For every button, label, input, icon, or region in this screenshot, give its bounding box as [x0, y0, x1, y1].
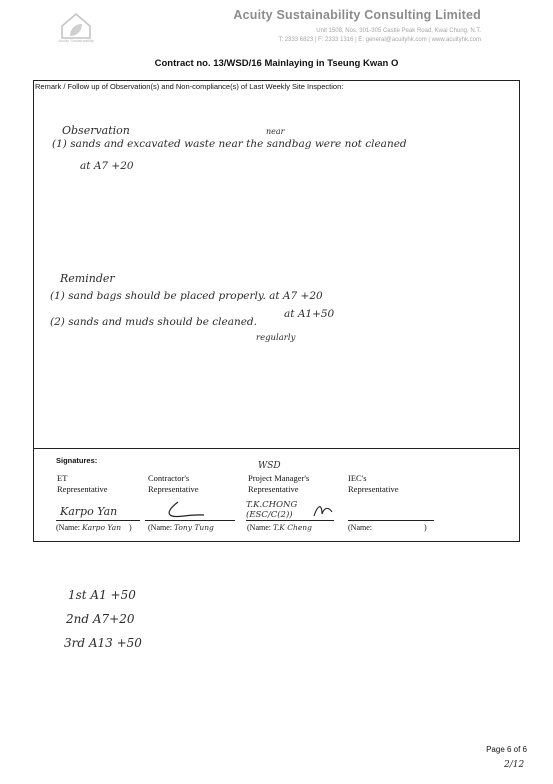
contractor-role-line-1: Contractor's: [148, 473, 190, 483]
contractor-name-value: Tony Tung: [174, 523, 214, 532]
contractor-signature-line: [145, 520, 235, 521]
company-contact: T: 2333 6823 | F: 2333 1316 | E: general@acuityhk.com | www.acuityhk.com: [278, 37, 481, 43]
hw-reminder-2: (2) sands and muds should be cleaned.: [50, 316, 257, 328]
iec-name-line: [348, 523, 427, 532]
iec-role-line-1: IEC's: [348, 473, 367, 483]
hw-footer-date: 2/12: [504, 760, 525, 770]
hw-reminder-2-insert: regularly: [256, 333, 296, 343]
et-role-line-2: Representative: [57, 484, 108, 494]
et-role: [57, 473, 108, 495]
hw-reminder-2-loc: at A1+50: [284, 308, 335, 320]
contract-title: Contract no. 13/WSD/16 Mainlaying in Tseung Kwan O: [154, 58, 399, 69]
iec-role: [348, 473, 399, 495]
contractor-role-line-2: Representative: [148, 484, 199, 494]
iec-name-label: (Name:: [348, 523, 372, 532]
contractor-name-line: [148, 523, 214, 532]
iec-role-line-2: Representative: [348, 484, 399, 494]
company-address: Unit 1508, Nos. 301-305 Castle Peak Road, Kwai Chung, N.T.: [316, 28, 481, 34]
hw-wsd-note: WSD: [258, 461, 281, 471]
company-name: Acuity Sustainability Consulting Limited: [233, 8, 481, 22]
pm-signature: T.K.CHONG: [246, 500, 298, 510]
contractor-name-label: (Name:: [148, 523, 172, 532]
pm-signature-mark: [310, 500, 336, 520]
et-role-line-1: ET: [57, 473, 68, 483]
et-close-paren: ): [129, 523, 132, 532]
et-name-label: (Name:: [56, 523, 80, 532]
pm-name-value: T.K Cheng: [273, 523, 312, 532]
pm-name-line: [247, 523, 312, 532]
hw-below-1: 1st A1 +50: [68, 588, 136, 602]
et-name-line: [56, 523, 132, 532]
signature-divider: [33, 448, 520, 449]
hw-observation-heading: Observation: [62, 124, 130, 137]
pm-name-label: (Name:: [247, 523, 271, 532]
iec-close-paren: ): [424, 523, 427, 532]
contractor-role: [148, 473, 199, 495]
hw-below-3: 3rd A13 +50: [64, 636, 142, 650]
hw-observation-insert: near: [266, 127, 285, 136]
remark-heading: Remark / Follow up of Observation(s) and Non-compliance(s) of Last Weekly Site Inspection:: [35, 82, 344, 91]
et-signature-line: [56, 520, 140, 521]
hw-below-2: 2nd A7+20: [66, 612, 135, 626]
hw-observation-1: (1) sands and excavated waste near the sandbag were not cleaned: [52, 138, 407, 150]
signatures-title: Signatures:: [56, 456, 98, 465]
iec-signature-line: [348, 520, 434, 521]
hw-observation-1-cont: at A7 +20: [80, 160, 134, 172]
hw-reminder-1: (1) sand bags should be placed properly. at A7 +20: [50, 290, 323, 302]
pm-role: [248, 473, 309, 495]
et-name-value: Karpo Yan: [82, 523, 122, 532]
pm-signature-line: [246, 520, 334, 521]
pm-signature-2: (ESC/C(2)): [246, 510, 293, 520]
pm-role-line-1: Project Manager's: [248, 473, 310, 483]
et-signature: Karpo Yan: [60, 505, 118, 518]
page-number: Page 6 of 6: [486, 745, 527, 754]
house-leaf-logo-icon: [52, 8, 100, 42]
pm-role-line-2: Representative: [248, 484, 299, 494]
hw-reminder-heading: Reminder: [60, 272, 115, 285]
contractor-signature-mark: [160, 500, 210, 522]
logo-caption: Acuity Sustainability: [58, 38, 94, 43]
